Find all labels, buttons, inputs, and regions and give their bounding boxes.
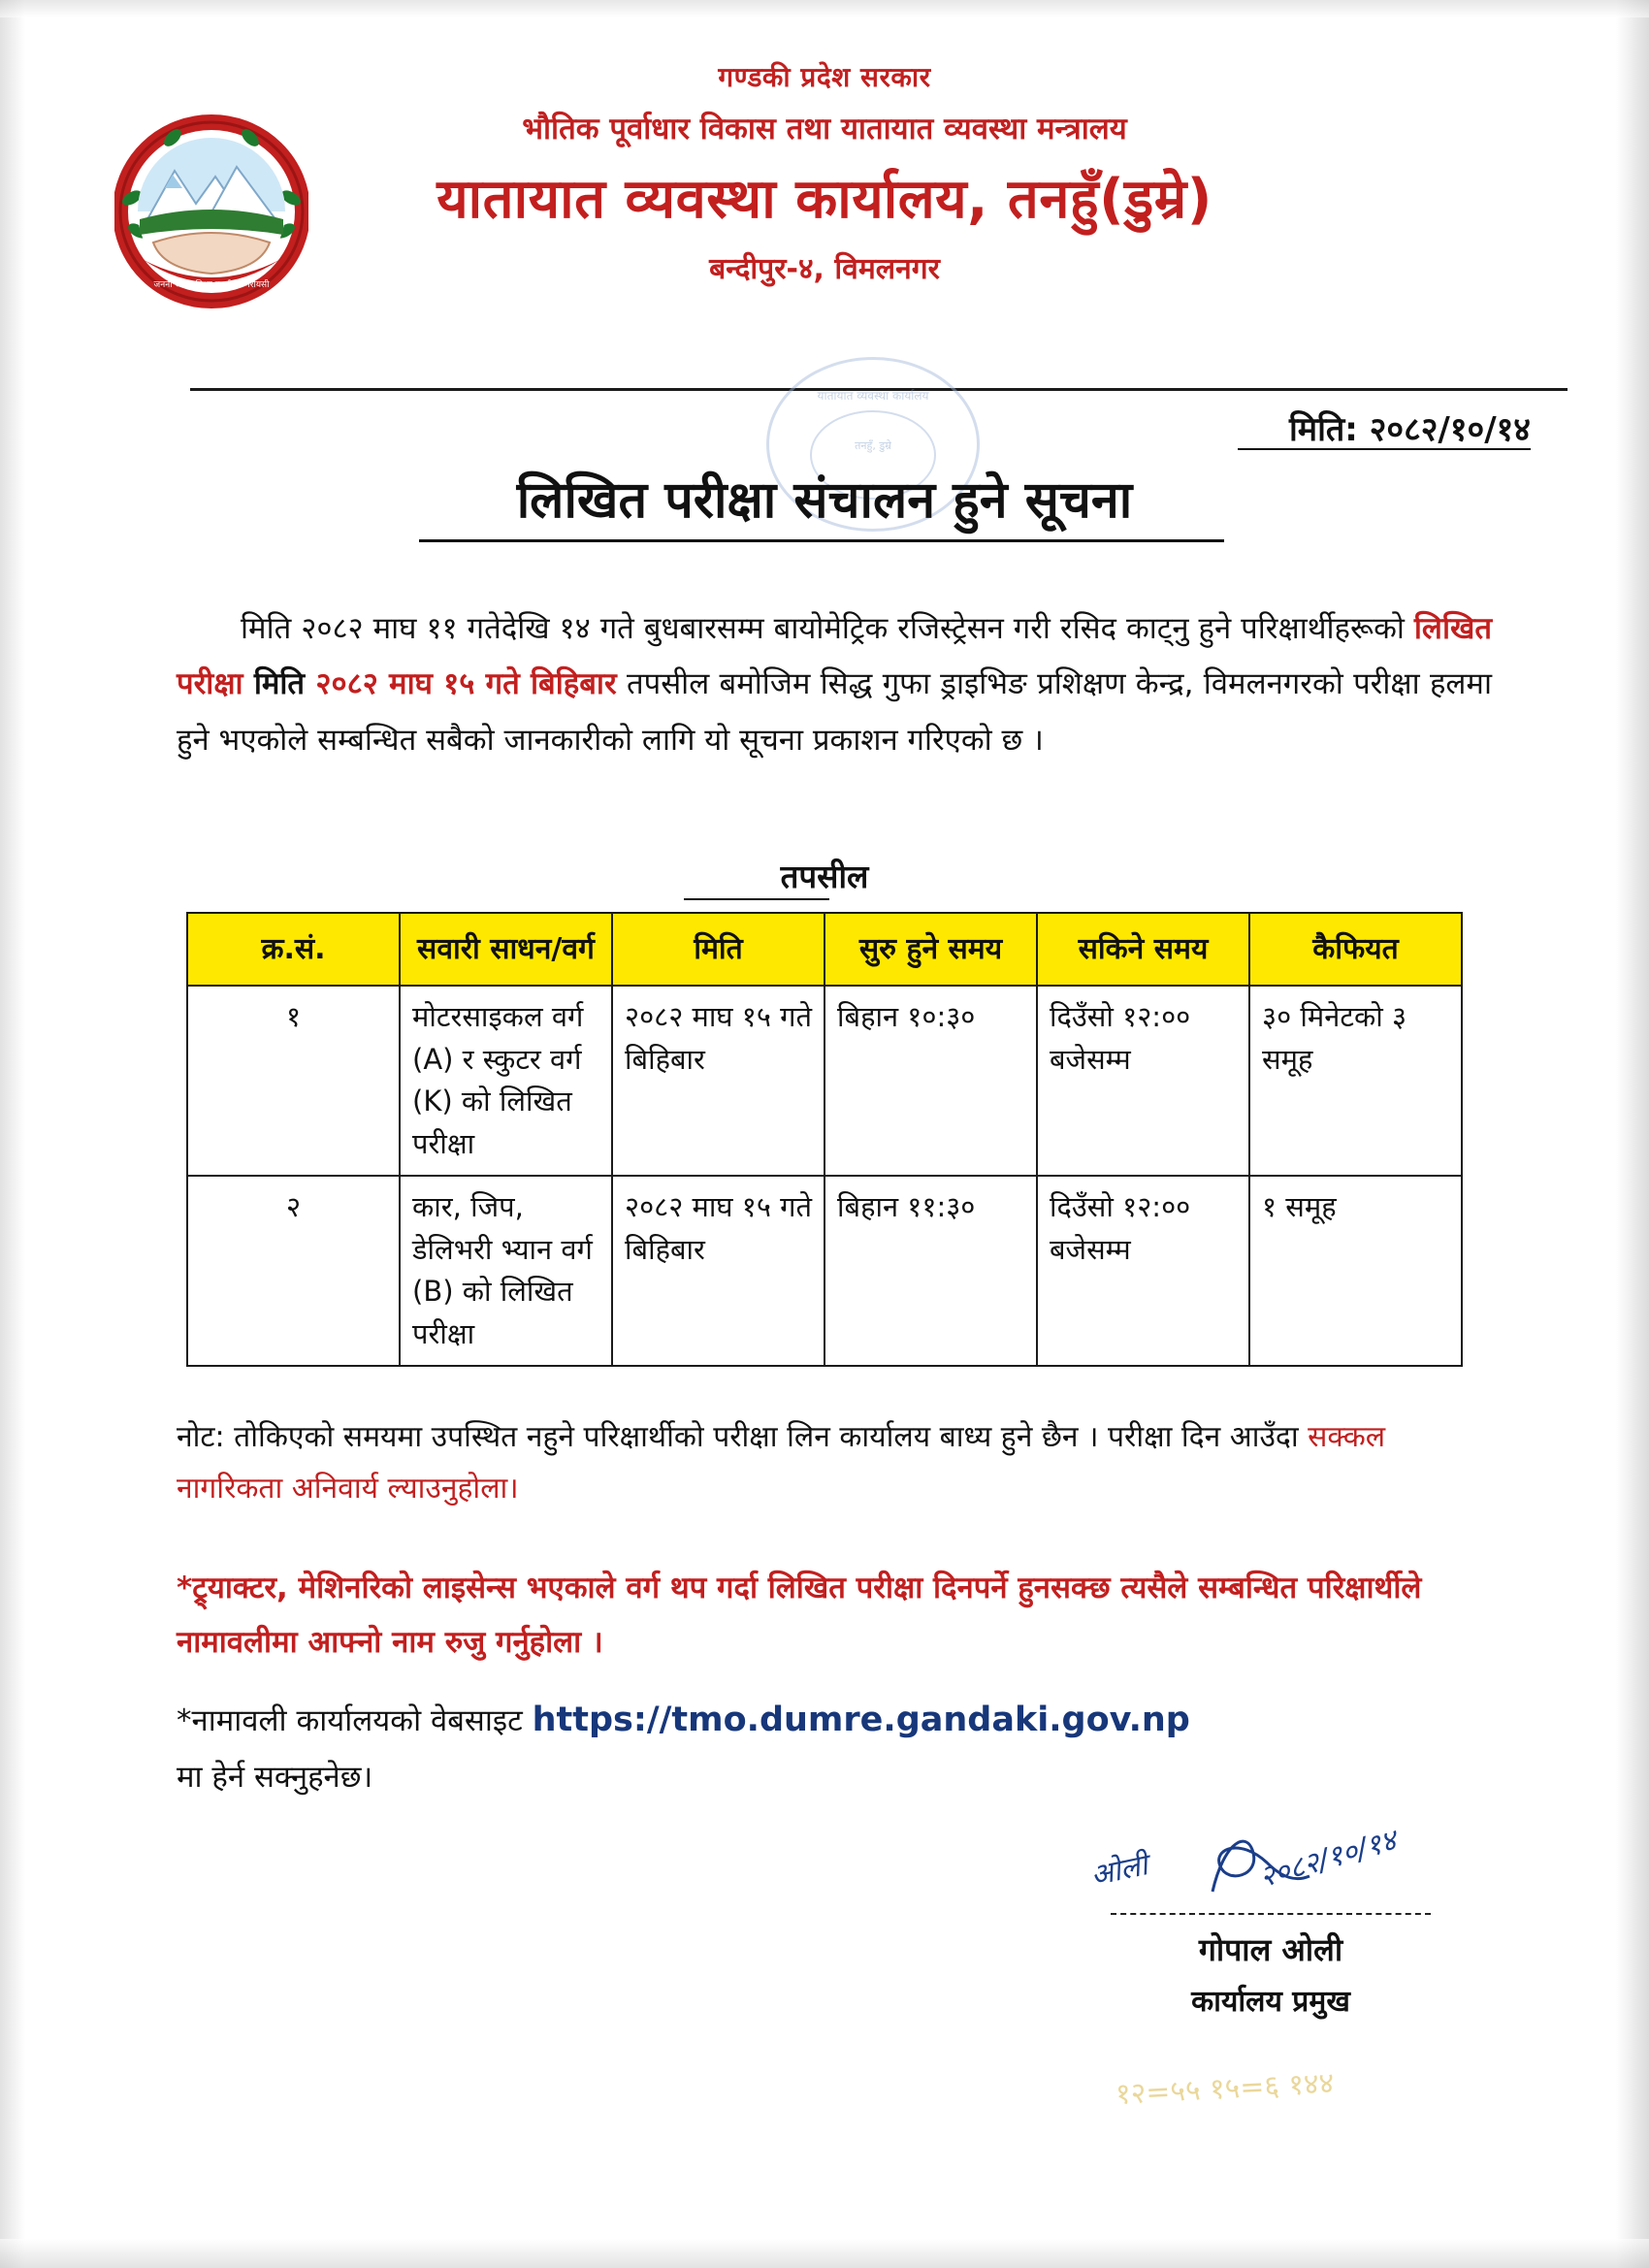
government-line: गण्डकी प्रदेश सरकार <box>718 61 931 93</box>
body-part-3: तपसील बमोजिम सिद्ध गुफा ड्राइभिङ प्रशिक्षण केन्द्र, विमलनगरको परीक्षा हलमा हुने भएकोले सम्बन्धित सबैको जानकारीको लागि यो सूचना प्रकाशन गरिएको छ । <box>177 666 1492 758</box>
ministry-line: भौतिक पूर्वाधार विकास तथा यातायात व्यवस्था मन्त्रालय <box>522 112 1127 146</box>
cell-date: २०८२ माघ १५ गते बिहिबार <box>612 1176 824 1366</box>
cell-date: २०८२ माघ १५ गते बिहिबार <box>612 986 824 1176</box>
signatory-name: गोपाल ओली <box>1198 1931 1343 1968</box>
signature-scribble-left: ओली <box>1087 1848 1151 1894</box>
table-row <box>187 986 1462 1176</box>
note-prefix: नोट: तोकिएको समयमा उपस्थित नहुने परिक्षार्थीको परीक्षा लिन कार्यालय बाध्य हुने छैन । परीक्षा दिन आउँदा <box>177 1420 1309 1454</box>
th-start-time: सुरु हुने समय <box>824 913 1037 986</box>
cell-vehicle-class: मोटरसाइकल वर्ग (A) र स्कुटर वर्ग (K) को लिखित परीक्षा <box>400 986 612 1176</box>
notice-body-paragraph <box>177 601 1492 768</box>
cell-remarks: १ समूह <box>1249 1176 1462 1366</box>
table-row <box>187 1176 1462 1366</box>
note-highlight-citizenship: सक्कल नागरिकता अनिवार्य ल्याउनुहोला। <box>177 1420 1386 1506</box>
body-highlight-exam: लिखित परीक्षा <box>177 611 1492 702</box>
stamp-inner-text: तनहुँ, डुम्रे <box>810 410 936 500</box>
th-remarks: कैफियत <box>1249 913 1462 986</box>
th-end-time: सकिने समय <box>1037 913 1249 986</box>
body-part-1: मिति २०८२ माघ ११ गतेदेखि १४ गते बुधबारसम्म बायोमेट्रिक रजिस्ट्रेसन गरी रसिद काट्नु हुने परिक्षार्थीहरूको <box>241 611 1414 646</box>
website-note-suffix: मा हेर्न सक्नुहनेछ। <box>177 1760 373 1795</box>
cell-end-time: दिउँसो १२:०० बजेसम्म <box>1037 1176 1249 1366</box>
faint-pencil-marks: १२=५५ १५=६ १४४ <box>1115 2066 1336 2112</box>
schedule-heading: तपसील <box>780 858 869 895</box>
th-date: मिति <box>612 913 824 986</box>
star-note-text: *ट्र्याक्टर, मेशिनरिको लाइसेन्स भएकाले वर्ग थप गर्दा लिखित परीक्षा दिनपर्ने हुनसक्छ त्यसैले सम्बन्धित परिक्षार्थीले नामावलीमा आफ्नो नाम रुजु गर्नुहोला । <box>177 1571 1422 1660</box>
cell-start-time: बिहान ११:३० <box>824 1176 1037 1366</box>
signature-scribble-right: २०८२/१०/१४ <box>1255 1823 1401 1895</box>
document-date-underline <box>1238 448 1531 450</box>
handwritten-signature <box>1067 1824 1474 1913</box>
svg-text:जननी जन्मभूमिश्च स्वर्गादपि गर: जननी जन्मभूमिश्च स्वर्गादपि गरीयसी <box>153 280 270 290</box>
signature-line <box>1111 1913 1431 1915</box>
cell-serial: १ <box>187 986 400 1176</box>
th-serial: क्र.सं. <box>187 913 400 986</box>
cell-remarks: ३० मिनेटको ३ समूह <box>1249 986 1462 1176</box>
page-title-underline <box>419 539 1224 542</box>
stamp-outer-text: यातायात व्यवस्था कार्यालय <box>817 389 929 403</box>
page-title: लिखित परीक्षा संचालन हुने सूचना <box>516 471 1133 530</box>
website-note-prefix: *नामावली कार्यालयको वेबसाइट <box>177 1703 533 1738</box>
office-address: बन्दीपुर-४, विमलनगर <box>709 252 940 286</box>
website-note <box>177 1690 1515 1805</box>
cell-end-time: दिउँसो १२:०० बजेसम्म <box>1037 986 1249 1176</box>
cell-serial: २ <box>187 1176 400 1366</box>
document-header <box>0 58 1649 287</box>
cell-start-time: बिहान १०:३० <box>824 986 1037 1176</box>
th-vehicle-class: सवारी साधन/वर्ग <box>400 913 612 986</box>
note-text <box>177 1412 1496 1514</box>
signature-block <box>1067 1824 1474 2020</box>
schedule-heading-underline <box>684 898 829 900</box>
office-name: यातायात व्यवस्था कार्यालय, तनहुँ(डुम्रे) <box>436 168 1212 231</box>
website-link[interactable]: https://tmo.dumre.gandaki.gov.np <box>532 1701 1190 1739</box>
signatory-post: कार्यालय प्रमुख <box>1191 1985 1350 2019</box>
table-header-row <box>187 913 1462 986</box>
cell-vehicle-class: कार, जिप, डेलिभरी भ्यान वर्ग (B) को लिखित परीक्षा <box>400 1176 612 1366</box>
exam-schedule-table <box>186 912 1463 1367</box>
document-date: मिति: २०८२/१०/१४ <box>1288 410 1531 449</box>
body-part-2: मिति <box>242 666 316 702</box>
body-highlight-date: २०८२ माघ १५ गते बिहिबार <box>315 666 617 702</box>
